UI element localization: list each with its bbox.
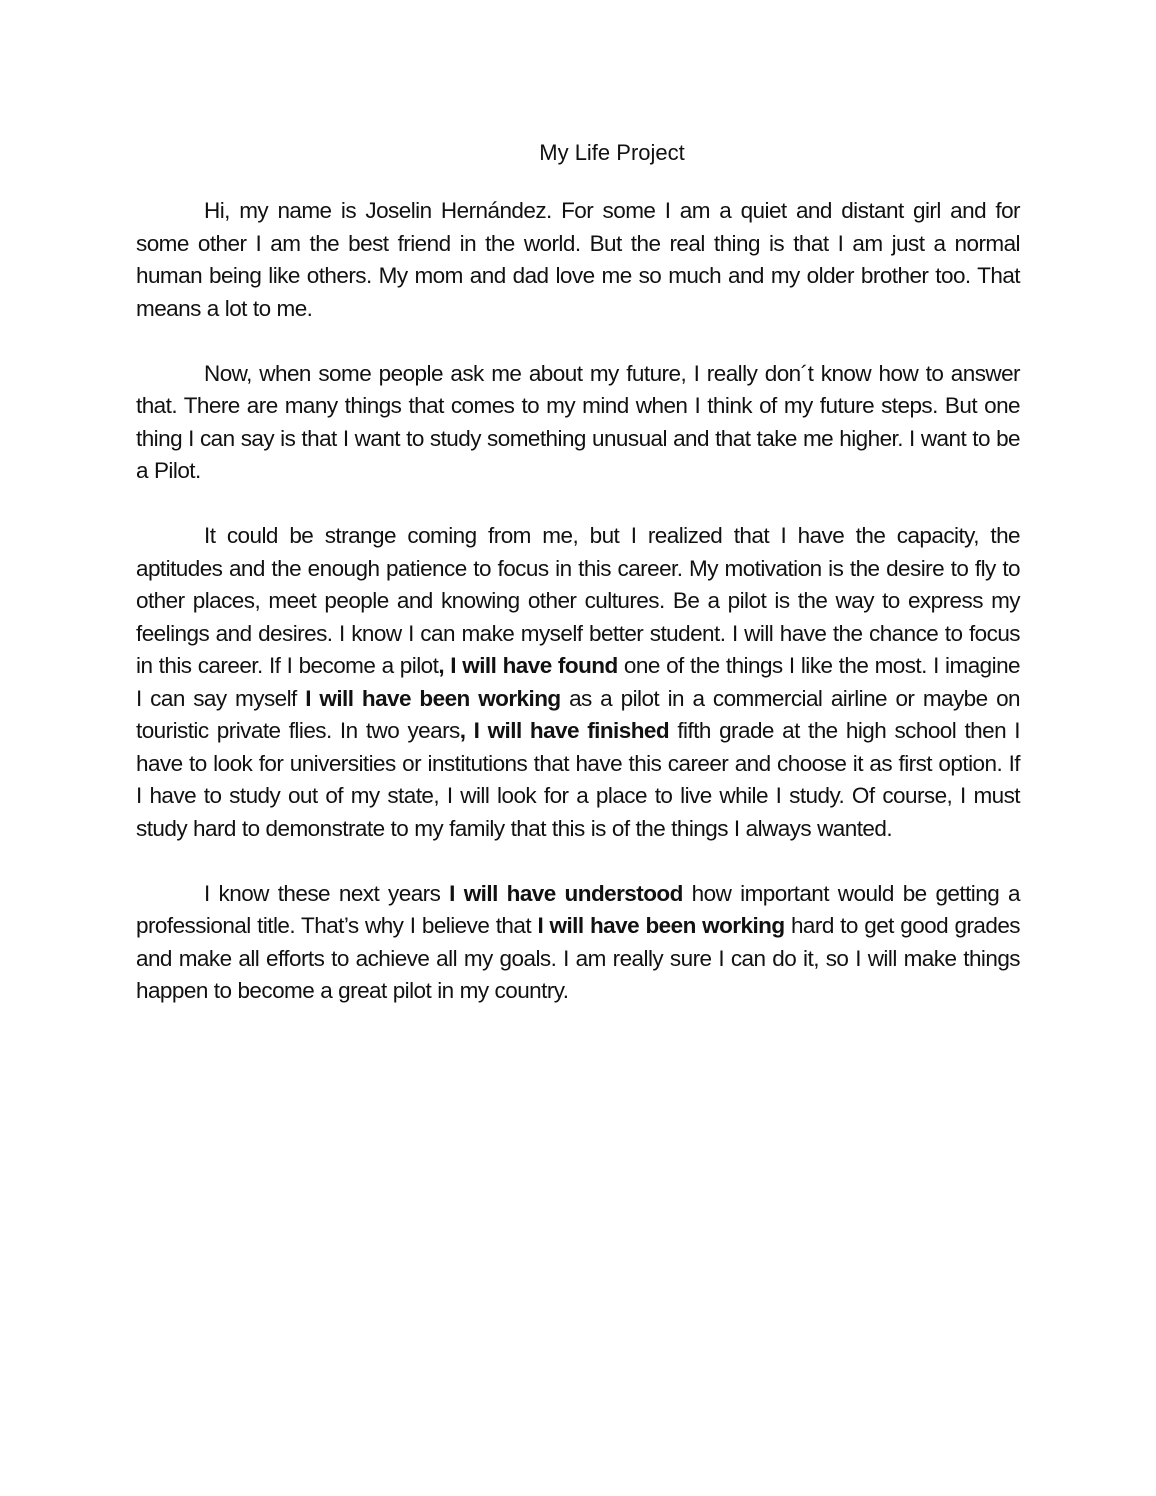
paragraph [136,520,1020,845]
bold-phrase: I will have been working [305,685,561,711]
paragraph [136,878,1020,1008]
text-run: as a pilot in a commercial airline or maybe on touristic private flies. In two years [136,685,1020,743]
bold-phrase: I will have been working [537,913,785,938]
bold-phrase: , I will have found [438,653,618,678]
text-run: It could be strange coming from me, but I realized that I have the capacity, the aptitudes and the enough patience to focus in this career. My motivation is the desire to fly to other places, meet people and knowing other cultures. Be a pilot is the way to express my feelings and desires. I know I can make myself better student. I will have the chance to focus in this career. If I become a pilot [136,523,1020,678]
document-body [136,195,1020,1040]
text-run: fifth grade at the high school then I have to look for universities or institutions that have this career and choose it as first option. If I have to study out of my state, I will look for a place to live while I study. Of course, I must study hard to demonstrate to my family that this is of the things I always wanted. [136,718,1020,841]
text-run: Now, when some people ask me about my future, I really don´t know how to answer that. There are many things that comes to my mind when I think of my future steps. But one thing I can say is that I want to study something unusual and that take me higher. I want to be a Pilot. [136,360,1020,483]
text-run: one of the things I like the most. I imagine I can say myself [136,653,1020,711]
paragraph [136,358,1020,488]
bold-phrase: I will have understood [449,880,683,906]
bold-phrase: , I will have finished [459,718,670,743]
text-run: how important would be getting a professional title. That’s why I believe that [136,880,1020,938]
paragraph [136,195,1020,325]
text-run: hard to get good grades and make all efforts to achieve all my goals. I am really sure I can do it, so I will make things happen to become a great pilot in my country. [136,913,1020,1003]
text-run: Hi, my name is Joselin Hernández. For some I am a quiet and distant girl and for some other I am the best friend in the world. But the real thing is that I am just a normal human being like others. My mom and dad love me so much and my older brother too. That means a lot to me. [136,198,1020,321]
document-title: My Life Project [539,140,685,165]
text-run: I know these next years [204,880,450,906]
